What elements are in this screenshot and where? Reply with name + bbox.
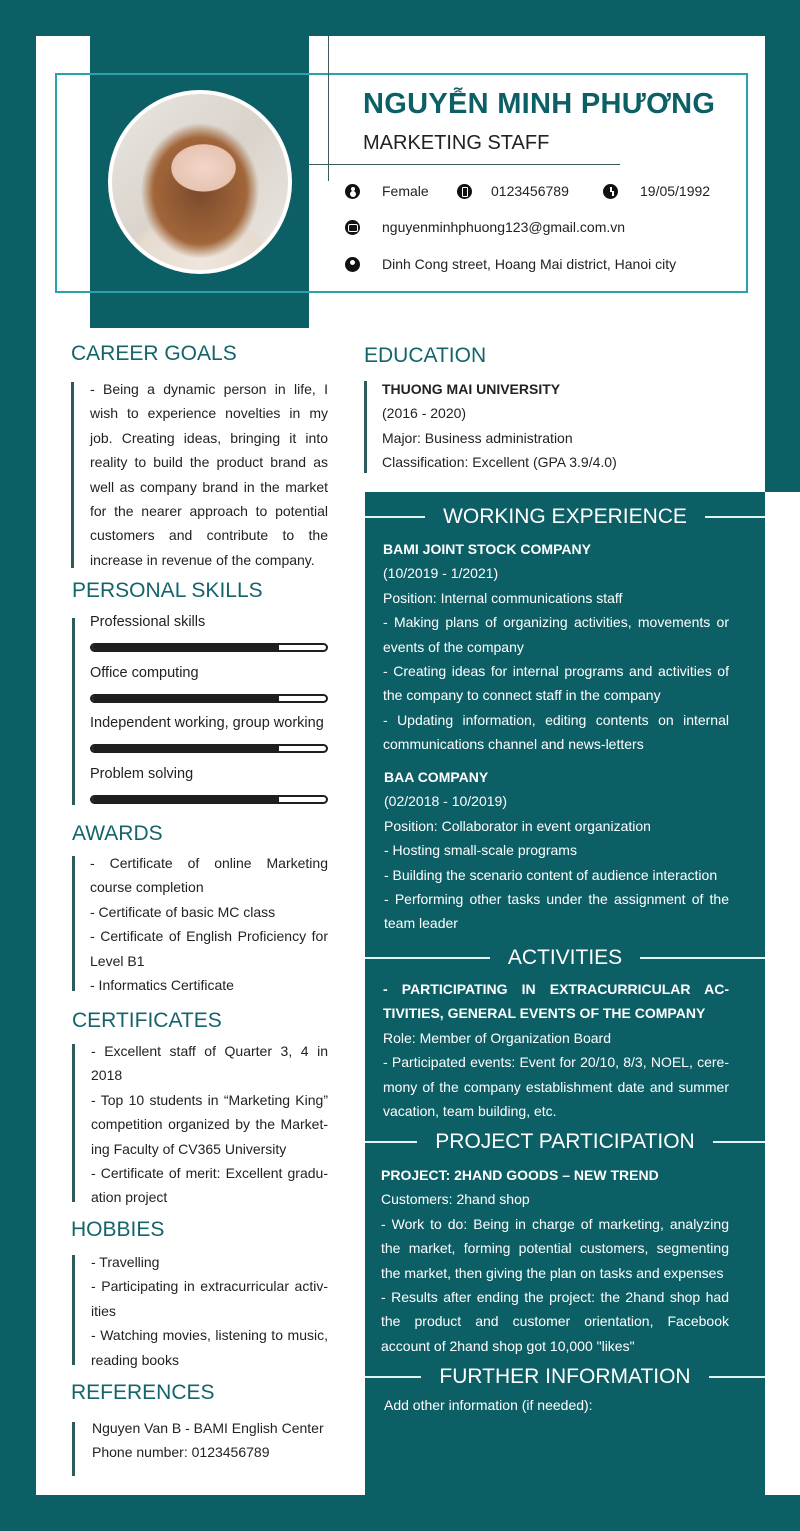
skill-label: Professional skills (90, 614, 206, 630)
skill-item (90, 614, 330, 665)
project-results: - Results after ending the project: the 2hand shop had the product and customer orientation, Facebook account of 2hand shop got 10,000 "likes" (381, 1289, 729, 1354)
skill-item (90, 715, 330, 766)
job-entry (384, 765, 729, 936)
education-title: EDUCATION (364, 344, 487, 367)
project-work: - Work to do: Being in charge of marketing, analyzing the market, forming potential customers, segmenting the market, then giving the plan on tasks and expenses (381, 1215, 729, 1281)
contact-email (345, 219, 625, 235)
job-position: Position: Internal communications staff (383, 589, 623, 606)
job-period: (10/2019 - 1/2021) (383, 565, 499, 582)
skill-label: Office computing (90, 664, 199, 681)
career-goals-text (90, 377, 328, 572)
job-task: - Hosting small-scale programs (384, 842, 577, 859)
skill-item (90, 766, 330, 817)
activities-header (365, 943, 765, 973)
contact-phone (457, 183, 569, 199)
personal-skills-title: PERSONAL SKILLS (72, 579, 263, 602)
candidate-name: NGUYỄN MINH PHƯƠNG (363, 88, 716, 120)
further-info-text (384, 1393, 730, 1417)
location-pin-icon (345, 257, 360, 272)
title-rule-left (365, 516, 425, 518)
education-entry (382, 377, 752, 475)
project-title: PROJECT PARTICIPATION (435, 1130, 695, 1153)
skill-level-fill (92, 797, 279, 802)
education-major: Major: Business administration (382, 429, 573, 446)
contact-gender (345, 183, 429, 199)
working-experience-header (365, 502, 765, 532)
right-white-strip (765, 492, 800, 1495)
certificates-list (91, 1039, 328, 1210)
birthdate-value: 19/05/1992 (640, 183, 711, 199)
job-task: - Making plans of organizing activities, movements or events of the company (383, 614, 729, 655)
profile-photo (108, 90, 292, 274)
hobbies-bar (72, 1255, 75, 1365)
skill-level-bar (90, 744, 328, 753)
education-bar (364, 381, 367, 473)
award-item: - Certificate of English Proficiency for Level B1 (90, 928, 328, 969)
activities-title: ACTIVITIES (507, 946, 623, 969)
career-goals-title: CAREER GOALS (71, 342, 237, 365)
job-entry (383, 537, 729, 757)
activities-entry (383, 977, 729, 1123)
reference-line: Nguyen Van B - BAMI English Center (92, 1420, 324, 1436)
email-value[interactable]: nguyenminhphuong123@gmail.com.vn (382, 219, 626, 235)
education-classification: Classification: Excellent (GPA 3.9/4.0) (382, 454, 617, 471)
phone-value: 0123456789 (491, 183, 569, 199)
job-task: - Building the scenario content of audience interaction (384, 866, 718, 883)
certificate-item: - Top 10 students in “Marketing King” competition organized by the Market-ing Faculty of CV365 University (91, 1091, 328, 1157)
hobby-item: - Travelling (91, 1254, 160, 1270)
title-rule-right (705, 516, 765, 518)
award-item: - Informatics Certificate (90, 977, 234, 994)
job-company: BAA COMPANY (384, 769, 489, 785)
phone-icon (457, 184, 472, 199)
career-goals-bar (71, 382, 74, 568)
skill-level-fill (92, 645, 279, 650)
title-rule-left (365, 1376, 421, 1378)
activities-heading: - PARTICIPATING IN EXTRACURRICULAR AC-TIVITIES, GENERAL EVENTS OF THE COMPANY (383, 981, 729, 1022)
hobbies-title: HOBBIES (71, 1218, 165, 1241)
certificate-item: - Certificate of merit: Excellent gradu-ation project (91, 1165, 328, 1206)
title-rule-right (709, 1376, 765, 1378)
skills-list (90, 614, 330, 816)
education-school: THUONG MAI UNIVERSITY (382, 381, 561, 397)
references-list (92, 1416, 332, 1465)
skill-label: Problem solving (90, 765, 194, 782)
contact-address (345, 256, 676, 272)
award-item: - Certificate of online Marketing course completion (90, 855, 328, 896)
hobby-item: - Participating in extracurricular activ-ities (91, 1278, 328, 1319)
skill-item (90, 665, 330, 716)
references-bar (72, 1422, 75, 1476)
hobbies-list (91, 1250, 328, 1372)
project-entry (381, 1163, 729, 1358)
title-rule-left (365, 957, 490, 959)
job-task: - Updating information, editing contents on internal communications channel and news-letters (383, 711, 729, 753)
certificates-bar (72, 1044, 75, 1202)
contact-birthdate (603, 183, 710, 199)
personal-skills-bar (72, 618, 75, 805)
job-period: (02/2018 - 10/2019) (384, 793, 507, 810)
skill-level-bar (90, 643, 328, 652)
job-task: - Performing other tasks under the assignment of the team leader (384, 891, 729, 932)
awards-list (90, 851, 328, 997)
certificates-title: CERTIFICATES (72, 1009, 222, 1032)
project-name: PROJECT: 2HAND GOODS – NEW TREND (381, 1167, 659, 1183)
references-title: REFERENCES (71, 1381, 215, 1404)
address-value: Dinh Cong street, Hoang Mai district, Hanoi city (382, 256, 677, 272)
education-period: (2016 - 2020) (382, 405, 467, 422)
working-experience-title: WORKING EXPERIENCE (443, 505, 687, 528)
further-info-header (365, 1362, 765, 1392)
reference-line: Phone number: 0123456789 (92, 1444, 270, 1461)
person-icon (345, 184, 360, 199)
skill-level-bar (90, 795, 328, 804)
skill-label: Independent working, group working (90, 715, 324, 731)
candidate-position: MARKETING STAFF (363, 132, 550, 154)
divider-horizontal (309, 164, 620, 165)
job-task: - Creating ideas for internal programs and activities of the company to connect staff in the company (383, 663, 729, 704)
career-goals-paragraph: - Being a dynamic person in life, I wish to experience novelties in my job. Creating ideas, bringing it into reality to build the product brand as well as company brand in the market for the nearer approach to potential customers and contribute to the increase in revenue of the company. (90, 381, 328, 568)
project-header (365, 1127, 765, 1157)
title-rule-right (713, 1141, 765, 1143)
divider-vertical (328, 36, 329, 181)
hobby-item: - Watching movies, listening to music, reading books (91, 1327, 328, 1368)
activities-events: - Participated events: Event for 20/10, 8/3, NOEL, cere-mony of the company establishment date and summer vacation, team building, etc. (383, 1054, 729, 1120)
title-rule-left (365, 1141, 417, 1143)
job-position: Position: Collaborator in event organization (384, 817, 651, 834)
clock-icon (603, 184, 618, 199)
further-info-title: FURTHER INFORMATION (439, 1365, 691, 1388)
title-rule-right (640, 957, 765, 959)
skill-level-fill (92, 696, 279, 701)
awards-bar (72, 856, 75, 991)
job-company: BAMI JOINT STOCK COMPANY (383, 541, 591, 557)
gender-value: Female (382, 183, 429, 199)
certificate-item: - Excellent staff of Quarter 3, 4 in 2018 (91, 1043, 328, 1084)
further-info-line: Add other information (if needed): (384, 1397, 593, 1413)
project-customers: Customers: 2hand shop (381, 1191, 530, 1208)
skill-level-bar (90, 694, 328, 703)
activities-role: Role: Member of Organization Board (383, 1029, 611, 1046)
skill-level-fill (92, 746, 279, 751)
mail-icon (345, 220, 360, 235)
awards-title: AWARDS (72, 822, 163, 845)
award-item: - Certificate of basic MC class (90, 903, 276, 920)
